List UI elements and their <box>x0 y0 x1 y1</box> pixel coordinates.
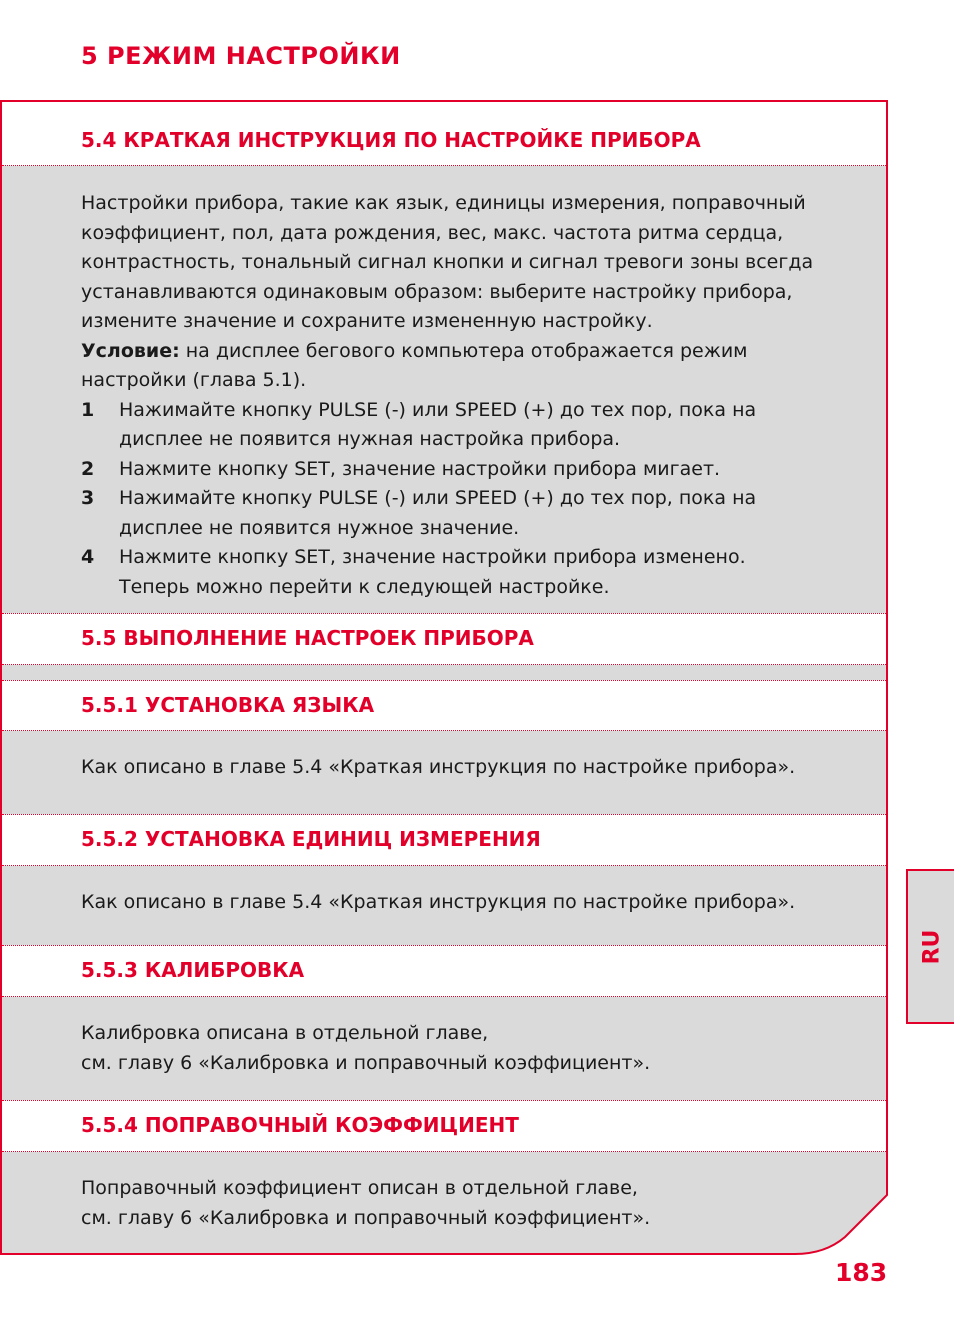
section-5-5-3-text <box>81 1019 650 1078</box>
language-label: RU <box>919 929 945 964</box>
page-number: 183 <box>835 1258 888 1287</box>
step-text: Нажимайте кнопку PULSE (-) или SPEED (+) до тех пор, пока на <box>119 487 757 509</box>
section-header-5-5-2 <box>2 814 886 866</box>
section-title: 5.5.2 УСТАНОВКА ЕДИНИЦ ИЗМЕРЕНИЯ <box>81 827 541 851</box>
section-header-5-5 <box>2 613 886 665</box>
step-text: дисплее не появится нужное значение. <box>119 516 520 539</box>
condition-text-2: настройки (глава 5.1). <box>81 369 307 391</box>
section-header-5-5-4 <box>2 1100 886 1152</box>
section-5-5-4-text <box>81 1174 650 1233</box>
section-title: 5.4 КРАТКАЯ ИНСТРУКЦИЯ ПО НАСТРОЙКЕ ПРИБОРА <box>81 128 701 152</box>
intro-line: Настройки прибора, такие как язык, единицы измерения, поправочный <box>81 192 806 214</box>
text-line: см. главу 6 «Калибровка и поправочный коэффициент». <box>81 1051 651 1074</box>
intro-line: коэффициент, пол, дата рождения, вес, макс. частота ритма сердца, <box>81 221 784 244</box>
intro-line: измените значение и сохраните измененную настройку. <box>81 310 653 332</box>
step-text: Теперь можно перейти к следующей настройке. <box>119 575 610 598</box>
intro-line: контрастность, тональный сигнал кнопки и сигнал тревоги зоны всегда <box>81 251 814 273</box>
section-header-5-5-1 <box>2 680 886 731</box>
section-header-5-4 <box>2 102 886 166</box>
section-title: 5.5 ВЫПОЛНЕНИЕ НАСТРОЕК ПРИБОРА <box>81 626 534 650</box>
language-tab <box>906 869 954 1024</box>
step-text: Нажмите кнопку SET, значение настройки прибора мигает. <box>119 457 721 480</box>
step-number: 2 <box>81 457 95 480</box>
text-line: Поправочный коэффициент описан в отдельной главе, <box>81 1177 638 1199</box>
section-5-4-body <box>81 189 813 602</box>
step-text: Нажмите кнопку SET, значение настройки прибора изменено. <box>119 546 746 568</box>
text-line: см. главу 6 «Калибровка и поправочный коэффициент». <box>81 1206 651 1229</box>
condition-text: на дисплее бегового компьютера отображается режим <box>179 339 748 362</box>
intro-line: устанавливаются одинаковым образом: выберите настройку прибора, <box>81 280 793 303</box>
step-number: 1 <box>81 398 95 421</box>
step-3 <box>81 484 813 543</box>
text-line: Калибровка описана в отдельной главе, <box>81 1022 489 1044</box>
chapter-title: 5 РЕЖИМ НАСТРОЙКИ <box>81 42 401 70</box>
condition-label: Условие: <box>81 339 180 362</box>
condition <box>81 337 813 367</box>
section-5-5-1-text: Как описано в главе 5.4 «Краткая инструкция по настройке прибора». <box>81 756 796 778</box>
section-title: 5.5.1 УСТАНОВКА ЯЗЫКА <box>81 693 375 717</box>
step-1 <box>81 396 813 455</box>
step-text: дисплее не появится нужная настройка прибора. <box>119 428 621 450</box>
section-5-5-2-text: Как описано в главе 5.4 «Краткая инструкция по настройке прибора». <box>81 891 796 913</box>
section-title: 5.5.3 КАЛИБРОВКА <box>81 958 305 982</box>
step-4 <box>81 543 813 602</box>
section-title: 5.5.4 ПОПРАВОЧНЫЙ КОЭФФИЦИЕНТ <box>81 1113 519 1137</box>
step-2 <box>81 455 813 485</box>
step-number: 4 <box>81 546 95 568</box>
step-text: Нажимайте кнопку PULSE (-) или SPEED (+) до тех пор, пока на <box>119 398 757 421</box>
section-header-5-5-3 <box>2 945 886 997</box>
step-number: 3 <box>81 487 95 509</box>
